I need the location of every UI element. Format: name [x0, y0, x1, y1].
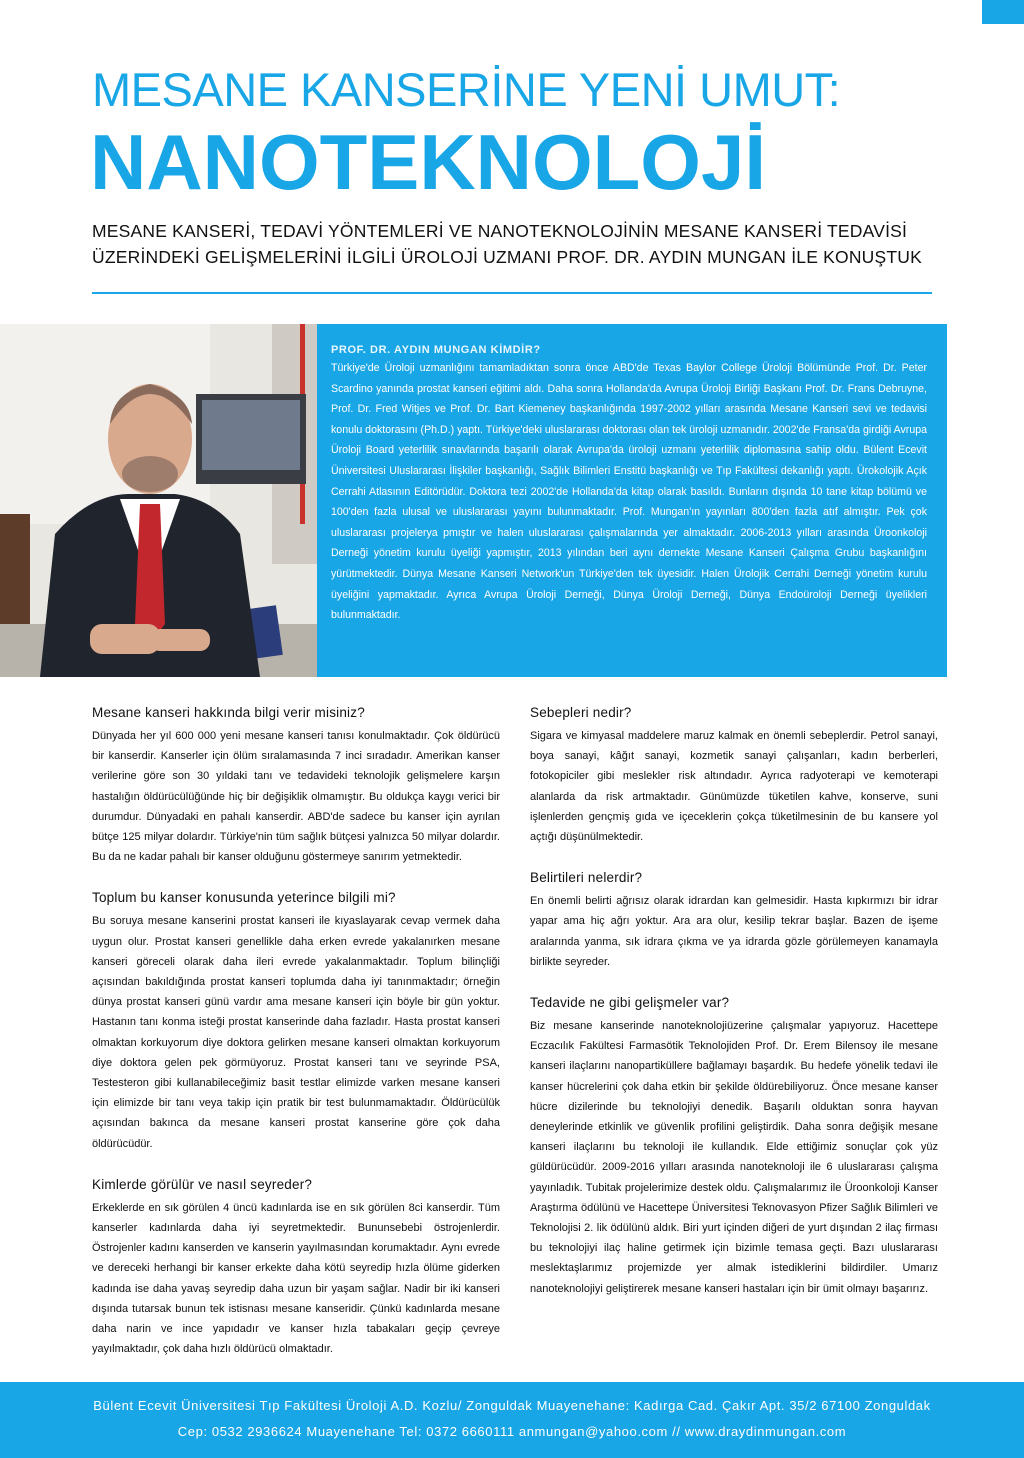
footer: [0, 1382, 1024, 1458]
bio-text: Türkiye'de Üroloji uzmanlığını tamamladıktan sonra önce ABD'de Texas Baylor College Üroloji Bölümünde Prof. Dr. Peter Scardino yanında prostat kanseri eğitimi aldı. Daha sonra Hollanda'da Avrupa Üroloji Birliği Başkanı Prof. Dr. Frans Debruyne, Prof. Dr. Fred Witjes ve Prof. Dr. Bart Kiemeney başkanlığında 1997-2002 yılları arasında Mesane Kanseri sevi ve tedavisi konulu doktorasını (Ph.D.) yaptı. Türkiye'deki uluslararası doktorası olan tek üroloji uzmanıdır. 2002'de Fransa'da girdiği Avrupa Üroloji Board yeterlilik sınavlarında başarılı olarak Avrupa'da üroloji uzmanı yeterlilik diplomasına sahip oldu. Bülent Ecevit Üniversitesi Uluslararası İlişkiler başkanlığı, Sağlık Bilimleri Enstitü başkanlığı ve Tıp Fakültesi dekanlığı yaptı. Ürokolojik Açık Cerrahi Atlasının Editörüdür. Doktora tezi 2002'de Hollanda'da kitap olarak basıldı. Bunların dışında 10 tane kitap bölümü ve 100'den fazla ulusal ve uluslararası yayını bulunmaktadır. Prof. Mungan'ın yayınları 800'den fazla atıf almıştır. Pek çok uluslararası projelerya pmıştır ve halen uluslararası çalışmalarında yer almaktadır. 2006-2013 yılları arasında Üroonkoloji Derneği yönetim kurulu üyeliği yapmıştır, 2013 yılından beri aynı dernekte Mesane Kanseri Çalışma Grubu başkanlığını yürütmektedir. Dünya Mesane Kanseri Network'un Türkiye'den tek üyesidir. Halen Ürolojik Cerrahi Derneği yönetim kurulu üyeliğini yapmaktadır. Ayrıca Avrupa Üroloji Derneği, Dünya Üroloji Derneği, Dünya Endoüroloji Derneği üyelikleri bulunmaktadır.: [331, 362, 927, 622]
footer-contact: Cep: 0532 2936624 Muayenehane Tel: 0372 6660111 anmungan@yahoo.com // www.draydinmungan.com: [177, 1424, 847, 1439]
answer-1: Dünyada her yıl 600 000 yeni mesane kanseri tanısı konulmaktadır. Çok öldürücü bir kanserdir. Kanserler için ölüm sıralamasında 7 inci sıradadır. Amerikan kanser verilerine göre son 30 yıldaki tanı ve tedavideki teknolojik gelişmelere karşın hastalığın öldürücülüğünde hiç bir değişiklik olmamıştır. Bu oldukça kaygı verici bir durumdur. Dünyadaki en pahalı kanserdir. ABD'de sadece bu kanser için ayrılan bütçe 125 milyar dolardır. Türkiye'nin tüm sağlık bütçesi yalnızca 50 milyar dolardır. Bu da ne kadar pahalı bir kanser olduğunu göstermeye sanırım yetmektedir.: [92, 730, 500, 864]
answer-3: Erkeklerde en sık görülen 4 üncü kadınlarda ise en sık görülen 8ci kanserdir. Tüm kanserler kadınlarda daha iyi seyretmektedir. Bununsebebi östrojenlerdir. Östrojenler kadını kanserden ve kanserin yayılmasından korumaktadır. Aynı evrede ve dereceki herhangi bir kanser erkekte daha kötü seyredip hızla ölüme giderken kadında ise daha yavaş seyredip daha uzun bir yaşam sağlar. Nadir bir iki kanseri dışında tutarsak bunun tek istisnası mesane kanseridir. Çünkü kadınlarda mesane daha narin ve ince yapıdadır ve kanser hızla tabakaları geçip çevreye yayılmaktadır, çok daha hızlı öldürücü olmaktadır.: [92, 1201, 500, 1356]
portrait-illustration: [0, 324, 317, 677]
question-2: Toplum bu kanser konusunda yeterince bilgili mi?: [92, 890, 396, 906]
title-line-1: MESANE KANSERİNE YENİ UMUT:: [92, 63, 841, 116]
bio-box: [317, 324, 947, 677]
question-5: Belirtileri nelerdir?: [530, 870, 643, 886]
question-6: Tedavide ne gibi gelişmeler var?: [530, 995, 730, 1011]
portrait-photo: [0, 324, 317, 677]
answer-5: En önemli belirti ağrısız olarak idrardan kan gelmesidir. Hasta kıpkırmızı bir idrar yapar ama hiç ağrı yoktur. Ara ara olur, kesilip tekrar başlar. Bazen de işeme aralarında yanma, sık idrara çıkma ve ya idrarda gözle görülemeyen kanamayla birlikte seyreder.: [530, 895, 938, 968]
question-1: Mesane kanseri hakkında bilgi verir misiniz?: [92, 705, 365, 720]
answer-6: Biz mesane kanserinde nanoteknolojiüzerine çalışmalar yapıyoruz. Hacettepe Eczacılık Fakültesi Farmasötik Teknolojiden Prof. Dr. Erem Bilensoy ile mesane kanseri ilaçlarını nanopartiküllere bağlamayı başardık. Bu hedefe yönelik tedavi ile kanser hücrelerini çok daha etkin bir şekilde öldürebiliyoruz. Önce mesane kanser hücre dizilerinde bu teknolojiyi denedik. Başarılı olduktan sonra hayvan deneylerinde etkinlik ve güvenlik profilini geliştirdik. Daha sonra değişik mesane kanseri ilaçlarını bu teknoloji ile kullandık. Elde ettiğimiz sonuçlar çok yüz güldürücüdür. 2009-2016 yılları arasında nanoteknoloji ile 6 uluslararası çalışma yayınladık. Tubitak projelerimize destek oldu. Çalışmalarımız ile Üroonkoloji Kanser Araştırma ödülünü ve Hacettepe Üniversitesi Teknovasyon Pfizer Sağlık Bilimleri ve Teknolojisi 2. lik ödülünü aldık. Biri yurt içinden diğeri de yurt dışından 2 ilaç firması bu teknolojiyi ilaç haline getirmek için bizimle temasa geçti. Bazı uluslararası meslektaşlarımız projemizde yer almak istediklerini bildirdiler. Umarız nanoteknolojiyi geliştirerek mesane kanseri hastaları için bir ümit olmayı başarırız.: [530, 1020, 938, 1295]
answer-2: Bu soruya mesane kanserini prostat kanseri ile kıyaslayarak cevap vermek daha uygun olur. Prostat kanseri genellikle daha erken evrede yakalanırken mesane kanseri göreceli olarak daha ileri evrede yakalanmaktadır. Toplum bilinçliği açısından bakıldığında prostat kanseri toplumda daha iyi tanınmaktadır; örneğin dünya prostat kanseri günü vardır ama mesane kanseri için böyle bir gün yoktur. Hastanın tanı konma isteği prostat kanserinde daha fazladır. Hasta prostat kanseri olmaktan korkuyorum diye doktora gelirken mesane kanseri olmaktan korkuyorum diye doktora gelen pek görmüyoruz. Prostat kanseri tanı ve seyrinde PSA, Testesteron gibi kullanabileceğimiz basit testlar elimizde varken mesane kanseri için elimizde bir tanı veya takip için pratik bir test bulunmamaktadır. Öldürücülük açısından bakınca da mesane kanseri prostat kanserine göre çok daha öldürücüdür.: [92, 915, 500, 1150]
subtitle: MESANE KANSERİ, TEDAVİ YÖNTEMLERİ VE NANOTEKNOLOJİNİN MESANE KANSERİ TEDAVİSİ ÜZERİNDEKİ GELİŞMELERİNİ İLGİLİ ÜROLOJİ UZMANI PROF. DR. AYDIN MUNGAN İLE KONUŞTUK: [92, 221, 922, 267]
title-line-2: NANOTEKNOLOJİ: [90, 118, 767, 206]
right-column: [530, 704, 938, 1321]
left-column: [92, 704, 500, 1381]
divider: [92, 292, 932, 294]
question-3: Kimlerde görülür ve nasıl seyreder?: [92, 1176, 313, 1192]
footer-address: Bülent Ecevit Üniversitesi Tıp Fakültesi Üroloji A.D. Kozlu/ Zonguldak Muayenehane: Kadırga Cad. Çakır Apt. 35/2 67100 Zonguldak: [93, 1398, 931, 1413]
question-4: Sebepleri nedir?: [530, 705, 632, 720]
answer-4: Sigara ve kimyasal maddelere maruz kalmak en önemli sebeplerdir. Petrol sanayi, boya sanayi, kâğıt sanayi, kozmetik sanayi çalışanları, kadın berberleri, fotokopiciler gibi meslekler risk altındadır. Ayrıca radyoterapi ve kemoterapi alanlarda da risk artmaktadır. Günümüzde tüketilen kahve, konserve, suni işlenlerden gençmiş gıda ve içeceklerin çokça tüketilmesinin de bu kansere yol açtığı düşünülmektedir.: [530, 730, 938, 844]
corner-accent: [982, 0, 1024, 24]
bio-heading: PROF. DR. AYDIN MUNGAN KİMDİR?: [331, 344, 541, 356]
